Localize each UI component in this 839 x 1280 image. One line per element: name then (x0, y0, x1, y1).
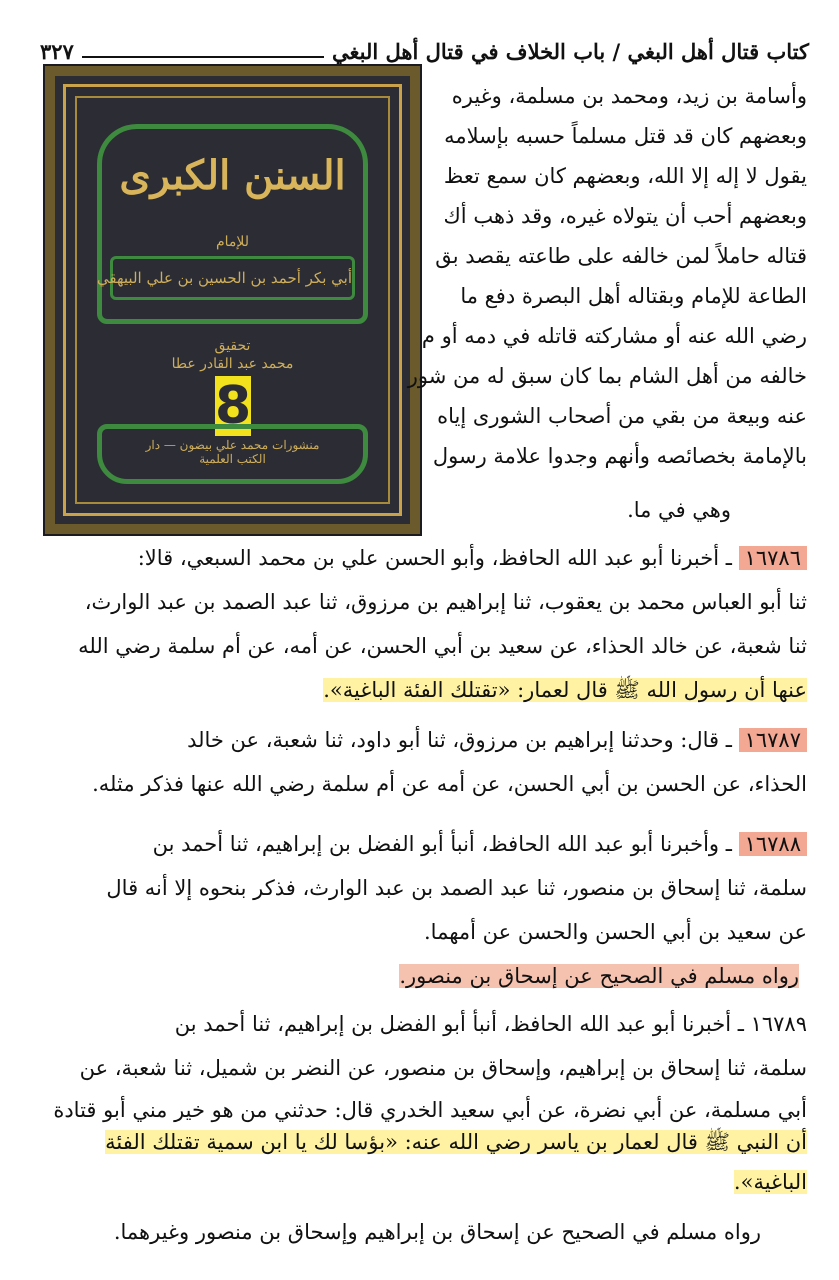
text-line: يقول لا إله إلا الله، وبعضهم كان سمع تعظ (443, 164, 807, 188)
cover-author-name: أبي بكر أحمد بن الحسين بن علي البيهقي (96, 269, 352, 287)
hadith-16789-line (40, 1006, 807, 1042)
highlighted-text: أن النبي ﷺ قال لعمار بن ياسر رضي الله عنه: «بؤسا لك يا ابن سمية تقتلك الفئة (105, 1130, 807, 1154)
cover-volume-number: 8 (215, 376, 252, 436)
running-title: كتاب قتال أهل البغي / باب الخلاف في قتال أهل البغي (331, 39, 809, 64)
header-rule (82, 56, 324, 58)
highlighted-text: الباغية». (733, 1170, 807, 1194)
hadith-16789-note: رواه مسلم في الصحيح عن إسحاق بن إبراهيم وإسحاق بن منصور وغيرهما. (113, 1220, 761, 1244)
hadith-16788-note (350, 958, 799, 994)
cover-author-prefix: للإمام (215, 234, 250, 250)
text-line: وبعضهم أحب أن يتولاه غيره، وقد ذهب أك (443, 204, 807, 228)
cover-author-box (96, 256, 355, 300)
cover-book-title: السنن الكبرى (119, 152, 346, 199)
hadith-number: ١٦٧٨٨ (739, 832, 807, 856)
hadith-16787-line (40, 722, 807, 758)
hadith-16786-line: ثنا أبو العباس محمد بن يعقوب، ثنا إبراهيم بن مرزوق، ثنا عبد الصمد بن عبد الوارث، (84, 590, 807, 614)
hadith-16786-line (40, 540, 807, 576)
hadith-16789-line: أبي مسلمة، عن أبي نضرة، عن أبي سعيد الخدري قال: حدثني من هو خير مني أبو قتادة (53, 1098, 807, 1122)
hadith-16788-line (40, 826, 807, 862)
hadith-text: ـ أخبرنا أبو عبد الله الحافظ، أنبأ أبو الفضل بن إبراهيم، ثنا أحمد بن (174, 1012, 744, 1036)
highlighted-text: عنها أن رسول الله ﷺ قال لعمار: «تقتلك الفئة الباغية». (323, 678, 807, 702)
text-line: وهي في ما. (627, 498, 731, 522)
hadith-text: ـ قال: وحدثنا إبراهيم بن مرزوق، ثنا أبو داود، ثنا شعبة، عن خالد (187, 728, 732, 752)
hadith-16787-line: الحذاء، عن الحسن بن أبي الحسن، عن أمه عن أم سلمة رضي الله عنها فذكر مثله. (92, 772, 807, 796)
text-line: قتاله حاملاً لمن خالفه على طاعته يقصد بق (435, 244, 807, 268)
hadith-16789-highlight (40, 1124, 807, 1160)
text-line: الطاعة للإمام وبقتاله أهل البصرة دفع ما (460, 284, 807, 308)
hadith-number: ١٦٧٨٦ (739, 546, 807, 570)
book-cover-image (45, 66, 420, 534)
text-line: خالفه من أهل الشام بما كان سبق له من شور (407, 364, 807, 388)
page-number: ٣٢٧ (40, 39, 74, 64)
text-line: وبعضهم كان قد قتل مسلماً حسبه بإسلامه (444, 124, 807, 148)
hadith-16786-line: ثنا شعبة، عن خالد الحذاء، عن سعيد بن أبي الحسن، عن أمه، عن أم سلمة رضي الله (78, 634, 807, 658)
hadith-16789-line: سلمة، ثنا إسحاق بن إبراهيم، وإسحاق بن منصور، عن النضر بن شميل، ثنا شعبة، عن (79, 1056, 807, 1080)
hadith-16788-line: سلمة، ثنا إسحاق بن منصور، ثنا عبد الصمد بن عبد الوارث، فذكر بنحوه إلا أنه قال (106, 876, 807, 900)
cover-publisher: منشورات محمد علي بيضون — دار الكتب العلمية (145, 438, 320, 466)
hadith-number: ١٦٧٨٧ (739, 728, 807, 752)
text-line: رضي الله عنه أو مشاركته قاتله في دمه أو م (421, 324, 807, 348)
hadith-text: ـ وأخبرنا أبو عبد الله الحافظ، أنبأ أبو الفضل بن إبراهيم، ثنا أحمد بن (152, 832, 732, 856)
hadith-16786-highlight (323, 672, 807, 708)
cover-editor-name: محمد عبد القادر عطا (171, 356, 294, 372)
hadith-16788-line: عن سعيد بن أبي الحسن والحسن عن أمهما. (424, 920, 807, 944)
cover-editor-label: تحقيق (214, 338, 251, 354)
text-line: وأسامة بن زيد، ومحمد بن مسلمة، وغيره (451, 84, 807, 108)
hadith-text: ـ أخبرنا أبو عبد الله الحافظ، وأبو الحسن علي بن محمد السبعي، قالا: (137, 546, 732, 570)
highlighted-note: رواه مسلم في الصحيح عن إسحاق بن منصور. (399, 964, 799, 988)
text-line: عنه وبيعة من بقي من أصحاب الشورى إياه (437, 404, 807, 428)
page-header (40, 30, 809, 64)
text-line: بالإمامة بخصائصه وأنهم وجدوا علامة رسول (432, 444, 807, 468)
hadith-number: ١٦٧٨٩ (750, 1012, 807, 1036)
hadith-16789-highlight (700, 1164, 807, 1200)
